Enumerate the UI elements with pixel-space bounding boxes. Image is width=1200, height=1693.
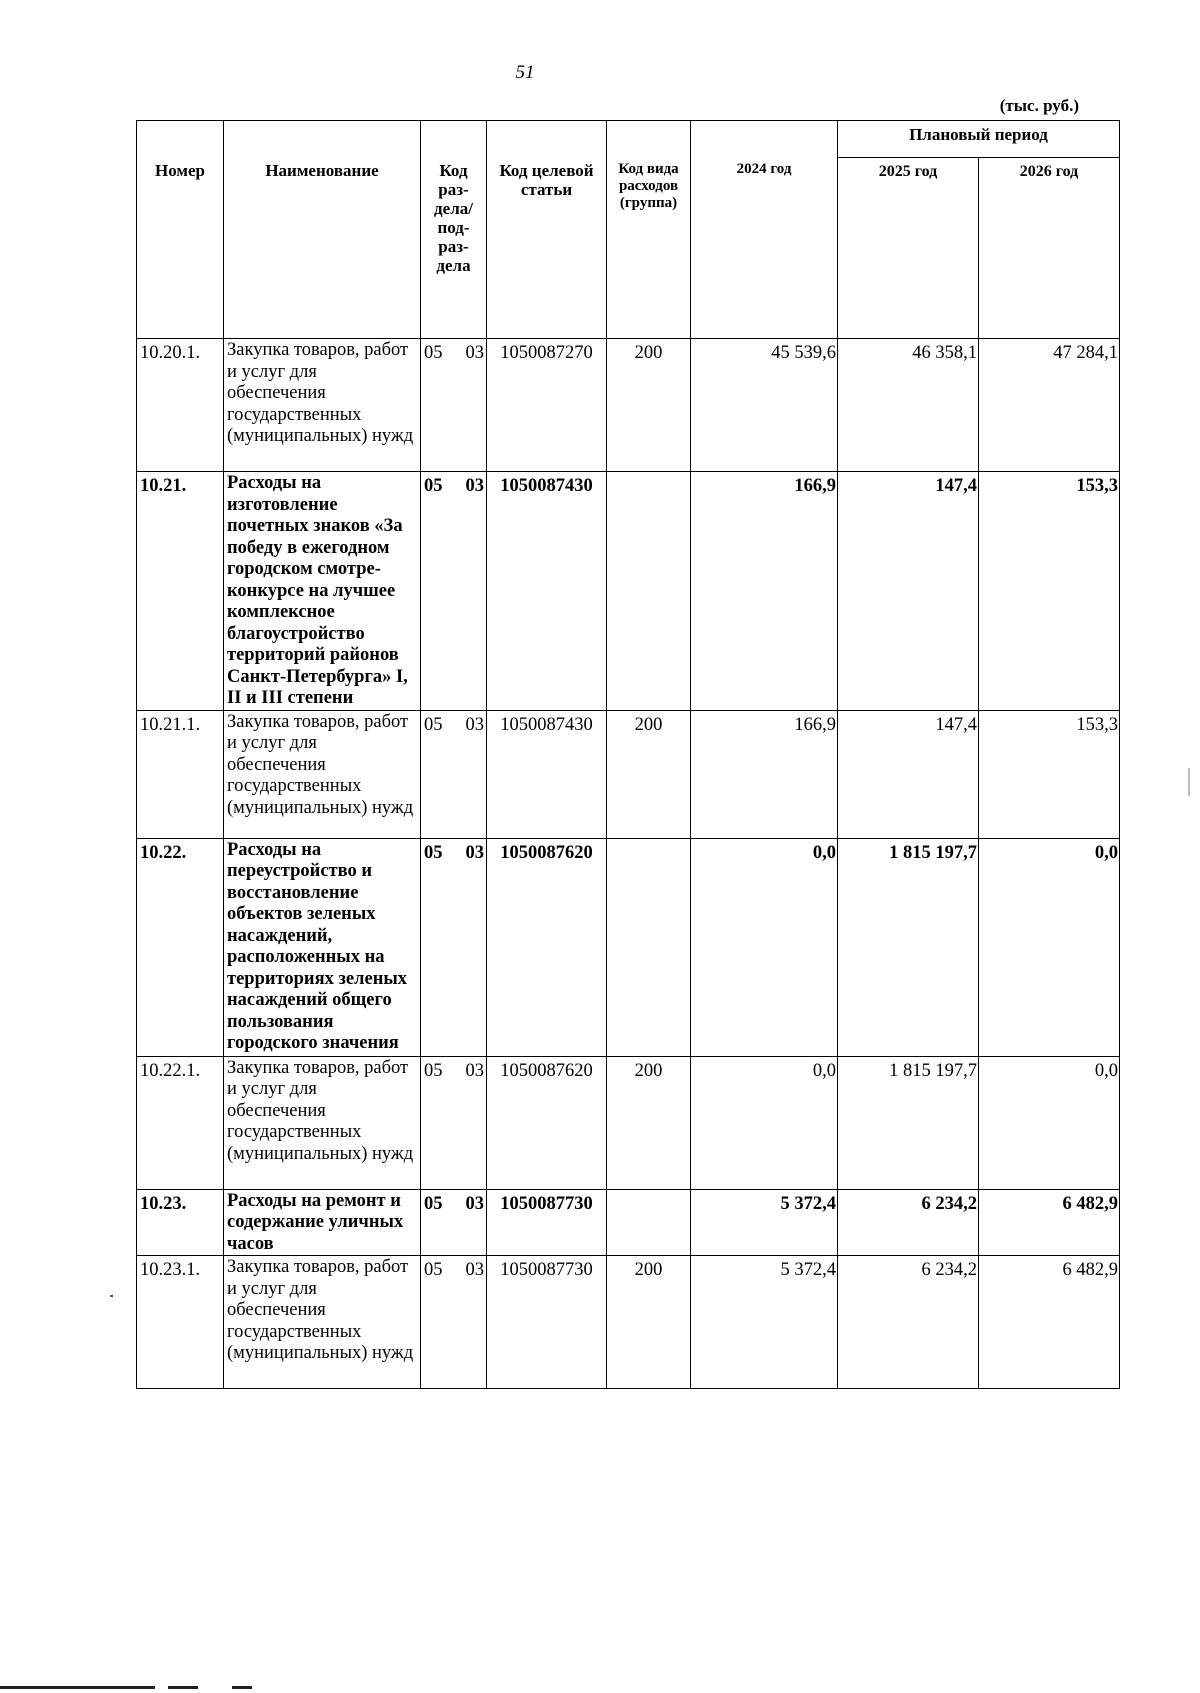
cell-2026: 153,3: [979, 472, 1120, 711]
cell-name: Закупка товаров, работ и услуг для обеспечения государственных (муниципальных) нужд: [224, 1256, 421, 1389]
cell-subsection: 03: [465, 1260, 484, 1280]
cell-target-code: 1050087430: [487, 710, 607, 838]
cell-section: 05: [424, 1193, 443, 1214]
cell-number: 10.20.1.: [137, 339, 224, 472]
table-row: [137, 339, 1120, 472]
cell-expense-type: 200: [607, 1256, 691, 1389]
cell-2026: 0,0: [979, 1056, 1120, 1189]
cell-number: 10.21.1.: [137, 710, 224, 838]
cell-section-code: [421, 1256, 487, 1389]
cell-2025: 147,4: [838, 472, 979, 711]
table-row: [137, 838, 1120, 1056]
cell-number: 10.22.: [137, 838, 224, 1056]
budget-table: [136, 120, 1120, 1389]
cell-name: Расходы на изготовление почетных знаков «За победу в ежегодном городском смотре-конкурсе на лучшее комплексное благоустройство территорий районов Санкт-Петербурга» I, II и III степени: [224, 472, 421, 711]
cell-number: 10.21.: [137, 472, 224, 711]
cell-section: 05: [424, 1060, 443, 1081]
cell-subsection: 03: [465, 1060, 484, 1081]
table-row: [137, 472, 1120, 711]
header-name: Наименование: [224, 121, 421, 339]
header-section-code-text: Код раз-дела/ под-раз-дела: [434, 161, 473, 275]
table-row: [137, 710, 1120, 838]
table-row: [137, 1256, 1120, 1389]
cell-expense-type: 200: [607, 339, 691, 472]
scan-artifact-line: [232, 1686, 252, 1689]
scan-artifact-line: [168, 1686, 198, 1689]
cell-target-code: 1050087620: [487, 1056, 607, 1189]
cell-number: 10.22.1.: [137, 1056, 224, 1189]
cell-2024: 0,0: [691, 1056, 838, 1189]
cell-2024: 5 372,4: [691, 1189, 838, 1256]
cell-target-code: 1050087730: [487, 1189, 607, 1256]
page-number: 51: [515, 62, 535, 83]
cell-section-code: [421, 472, 487, 711]
header-target-code: [487, 121, 607, 339]
cell-target-code: 1050087430: [487, 472, 607, 711]
table-row: [137, 1056, 1120, 1189]
header-2024: 2024 год: [691, 121, 838, 339]
cell-subsection: 03: [465, 842, 484, 863]
cell-2024: 166,9: [691, 472, 838, 711]
cell-target-code: 1050087270: [487, 339, 607, 472]
cell-section-code: [421, 339, 487, 472]
cell-2025: 6 234,2: [838, 1256, 979, 1389]
cell-2026: 47 284,1: [979, 339, 1120, 472]
scan-speck: [110, 1295, 113, 1297]
scan-speck: [1188, 768, 1190, 796]
cell-2026: 0,0: [979, 838, 1120, 1056]
cell-2025: 147,4: [838, 710, 979, 838]
cell-2024: 0,0: [691, 838, 838, 1056]
cell-name: Расходы на переустройство и восстановление объектов зеленых насаждений, расположенных на территориях зеленых насаждений общего пользования городского значения: [224, 838, 421, 1056]
cell-expense-type: 200: [607, 710, 691, 838]
cell-subsection: 03: [465, 714, 484, 735]
header-2026: 2026 год: [979, 158, 1120, 339]
cell-number: 10.23.: [137, 1189, 224, 1256]
cell-section-code: [421, 1189, 487, 1256]
cell-target-code: 1050087730: [487, 1256, 607, 1389]
cell-expense-type: [607, 838, 691, 1056]
cell-2024: 5 372,4: [691, 1256, 838, 1389]
units-label: (тыс. руб.): [999, 96, 1079, 115]
cell-2025: 1 815 197,7: [838, 838, 979, 1056]
cell-2024: 45 539,6: [691, 339, 838, 472]
header-planned-period: Плановый период: [838, 121, 1120, 158]
header-expense-type: Код вида расходов (группа): [607, 121, 691, 339]
cell-subsection: 03: [465, 476, 484, 496]
header-number: Номер: [137, 121, 224, 339]
cell-target-code: 1050087620: [487, 838, 607, 1056]
cell-name: Закупка товаров, работ и услуг для обеспечения государственных (муниципальных) нужд: [224, 710, 421, 838]
scan-artifact-line: [0, 1686, 155, 1689]
cell-name: Закупка товаров, работ и услуг для обеспечения государственных (муниципальных) нужд: [224, 1056, 421, 1189]
cell-name: Закупка товаров, работ и услуг для обеспечения государственных (муниципальных) нужд: [224, 339, 421, 472]
cell-number: 10.23.1.: [137, 1256, 224, 1389]
cell-section-code: [421, 710, 487, 838]
cell-name: Расходы на ремонт и содержание уличных часов: [224, 1189, 421, 1256]
cell-2026: 153,3: [979, 710, 1120, 838]
cell-2025: 6 234,2: [838, 1189, 979, 1256]
cell-section: 05: [424, 714, 443, 735]
cell-expense-type: [607, 1189, 691, 1256]
cell-section-code: [421, 838, 487, 1056]
cell-subsection: 03: [465, 343, 484, 363]
cell-subsection: 03: [465, 1193, 484, 1214]
cell-2025: 46 358,1: [838, 339, 979, 472]
cell-2024: 166,9: [691, 710, 838, 838]
cell-expense-type: [607, 472, 691, 711]
header-section-code: [421, 121, 487, 339]
cell-section: 05: [424, 1260, 443, 1280]
table-body: [137, 339, 1120, 1389]
cell-2025: 1 815 197,7: [838, 1056, 979, 1189]
header-2025: 2025 год: [838, 158, 979, 339]
cell-2026: 6 482,9: [979, 1256, 1120, 1389]
table-row: [137, 1189, 1120, 1256]
cell-section: 05: [424, 842, 443, 863]
cell-section: 05: [424, 476, 443, 496]
cell-expense-type: 200: [607, 1056, 691, 1189]
cell-section-code: [421, 1056, 487, 1189]
cell-section: 05: [424, 343, 443, 363]
header-target-code-text: Код целевой статьи: [499, 161, 594, 199]
cell-2026: 6 482,9: [979, 1189, 1120, 1256]
